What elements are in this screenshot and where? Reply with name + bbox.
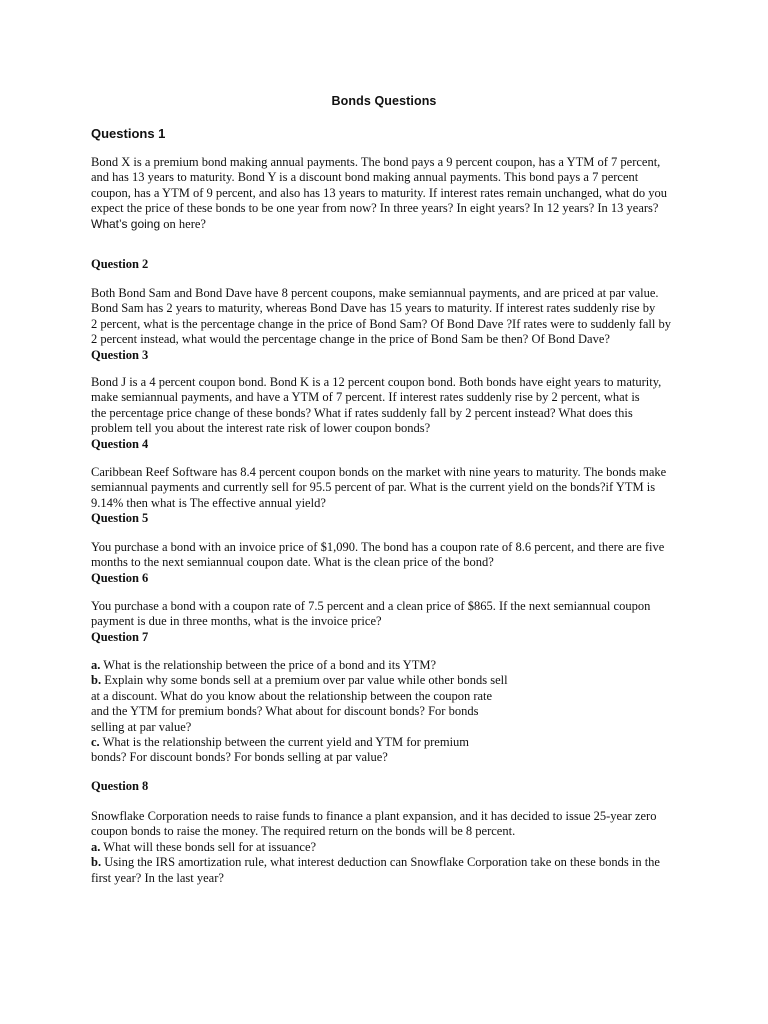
question-7-line: selling at par value?	[91, 719, 192, 734]
question-5-heading: Question 5	[91, 511, 149, 526]
question-4-line: Caribbean Reef Software has 8.4 percent coupon bonds on the market with nine years to maturity. The bonds make	[91, 465, 667, 479]
question-1-heading: Questions 1	[91, 126, 166, 141]
document-title: Bonds Questions	[331, 94, 437, 108]
part-c-label: c.	[91, 735, 100, 750]
question-6-line: You purchase a bond with a coupon rate of 7.5 percent and a clean price of $865. If the next semiannual coupon	[91, 599, 651, 613]
question-1-last-suffix: on here?	[160, 216, 206, 231]
question-1-line: Bond X is a premium bond making annual payments. The bond pays a 9 percent coupon, has a YTM of 7 percent,	[91, 155, 661, 169]
question-1-last-prefix: What’s going	[91, 216, 161, 231]
question-6-heading: Question 6	[91, 570, 149, 585]
question-6-text	[91, 599, 691, 645]
question-5-line: You purchase a bond with an invoice price of $1,090. The bond has a coupon rate of 8.6 percent, and there are five	[91, 540, 665, 554]
question-4-line: semiannual payments and currently sell for 95.5 percent of par. What is the current yield on the bonds?if YTM is	[91, 480, 656, 495]
question-8-line: Snowflake Corporation needs to raise funds to finance a plant expansion, and it has decided to issue 25-year zero	[91, 809, 657, 823]
question-7-part-c	[91, 735, 691, 750]
part-b-label: b.	[91, 673, 102, 688]
part-a-label: a.	[91, 658, 101, 672]
question-1-text	[91, 155, 691, 232]
question-7-line: bonds? For discount bonds? For bonds selling at par value?	[91, 750, 388, 765]
question-3-line: make semiannual payments, and have a YTM of 7 percent. If interest rates suddenly rise by 2 percent, what is	[91, 390, 640, 405]
question-5-line: months to the next semiannual coupon date. What is the clean price of the bond?	[91, 555, 494, 570]
question-4-heading: Question 4	[91, 436, 149, 451]
question-2-line: Both Bond Sam and Bond Dave have 8 percent coupons, make semiannual payments, and are priced at par value.	[91, 286, 659, 300]
question-7-heading: Question 7	[91, 629, 149, 644]
question-8-text	[91, 809, 691, 886]
question-2	[91, 257, 691, 272]
question-8-part-b	[91, 855, 691, 870]
part-a-text: What will these bonds sell for at issuance?	[100, 839, 317, 854]
question-2-text	[91, 286, 691, 363]
part-a-text: What is the relationship between the price of a bond and its YTM?	[100, 658, 437, 672]
question-8-line: coupon bonds to raise the money. The required return on the bonds will be 8 percent.	[91, 824, 516, 839]
question-3-line: the percentage price change of these bonds? What if rates suddenly fall by 2 percent instead? What does this	[91, 405, 633, 420]
question-1-line: expect the price of these bonds to be one year from now? In three years? In eight years? In 12 years? In 13 years?	[91, 201, 659, 216]
part-b-text: Using the IRS amortization rule, what interest deduction can Snowflake Corporation take on these bonds in the	[101, 855, 660, 870]
question-2-line: Bond Sam has 2 years to maturity, whereas Bond Dave has 15 years to maturity. If interest rates suddenly rise by	[91, 301, 656, 316]
question-5-text	[91, 540, 691, 586]
question-2-line: 2 percent instead, what would the percentage change in the price of Bond Sam be then? Of Bond Dave?	[91, 332, 610, 347]
question-7-part-a	[91, 658, 691, 673]
question-8-heading: Question 8	[91, 779, 149, 793]
question-7-line: at a discount. What do you know about the relationship between the coupon rate	[91, 688, 493, 703]
question-8-part-a	[91, 840, 691, 855]
question-8-line: first year? In the last year?	[91, 870, 224, 885]
question-3-line: Bond J is a 4 percent coupon bond. Bond K is a 12 percent coupon bond. Both bonds have eight years to maturity,	[91, 375, 662, 389]
question-7-text	[91, 658, 691, 766]
question-3-line: problem tell you about the interest rate risk of lower coupon bonds?	[91, 421, 431, 436]
question-3-heading: Question 3	[91, 347, 149, 362]
part-c-text: What is the relationship between the current yield and YTM for premium	[99, 735, 470, 750]
part-b-label: b.	[91, 855, 102, 870]
question-6-line: payment is due in three months, what is the invoice price?	[91, 614, 382, 629]
question-2-line: 2 percent, what is the percentage change in the price of Bond Sam? Of Bond Dave ?If rates were to suddenly fall by	[91, 316, 671, 331]
part-b-text: Explain why some bonds sell at a premium over par value while other bonds sell	[101, 673, 508, 688]
question-2-heading: Question 2	[91, 257, 149, 271]
question-8	[91, 779, 691, 794]
question-4-text	[91, 465, 691, 527]
question-7-line: and the YTM for premium bonds? What about for discount bonds? For bonds	[91, 704, 479, 719]
question-4-line: 9.14% then what is The effective annual yield?	[91, 495, 326, 510]
question-1-line: and has 13 years to maturity. Bond Y is a discount bond making annual payments. This bond pays a 7 percent	[91, 170, 639, 185]
question-1-line: coupon, has a YTM of 9 percent, and also has 13 years to maturity. If interest rates remain unchanged, what do you	[91, 185, 667, 200]
part-a-label: a.	[91, 839, 101, 854]
question-7-part-b	[91, 673, 691, 688]
question-3-text	[91, 375, 691, 452]
question-1-line-last	[91, 217, 691, 232]
